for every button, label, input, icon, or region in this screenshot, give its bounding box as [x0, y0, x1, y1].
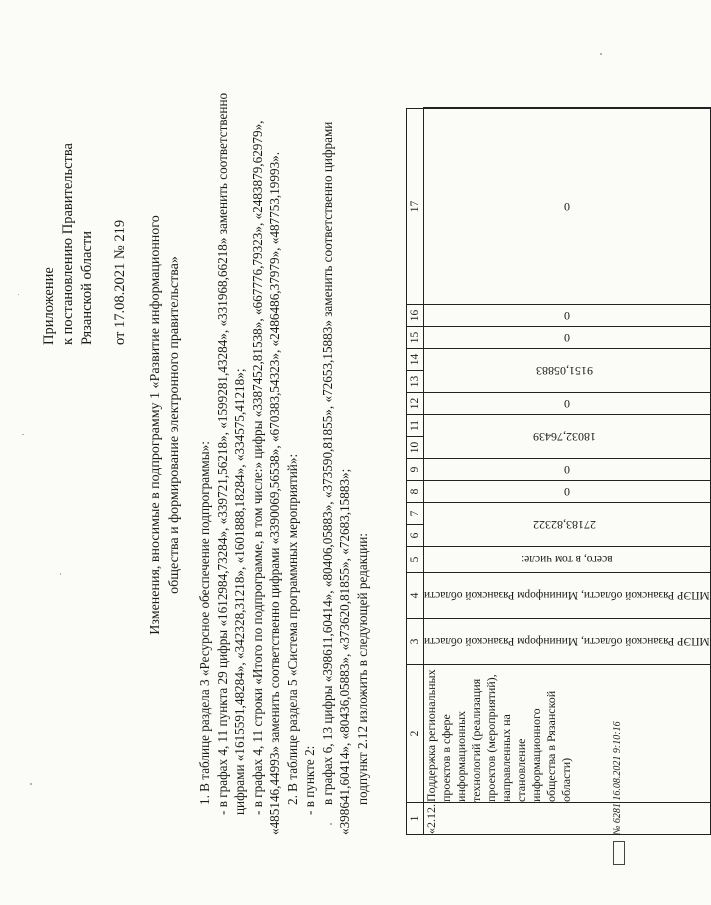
row-recipient — [424, 573, 711, 619]
row-measure-name: Поддержка региональных проектов в сфере информационных технологий (реализация проектов (мероприятий), направленных на становление информационного общества в Рязанской области) — [424, 665, 711, 803]
paragraph-5: - в пункте 2: — [302, 745, 317, 815]
header-cell-8: 8 — [407, 481, 424, 503]
row-notes — [424, 108, 711, 109]
row-value-12 — [424, 393, 711, 415]
paragraph-4: 2. В таблице раздела 5 «Система программных мероприятий»: — [284, 453, 300, 805]
value-17-text: 0 — [564, 200, 571, 214]
row-value-13-14 — [424, 349, 711, 393]
value-9-text: 0 — [564, 463, 571, 477]
row-value-15 — [424, 327, 711, 349]
header-cell-12: 12 — [407, 393, 424, 415]
measures-table — [406, 107, 711, 835]
row-recipient-text: МПЭР Рязанской области, Мининформ Рязанской области — [424, 589, 710, 602]
registration-footer: № 6281 16.08.2021 9:10:16 — [612, 721, 623, 835]
row-total-value-text: 27183,82322 — [533, 518, 597, 532]
header-cell-17: 17 — [407, 109, 424, 305]
paragraph-3: - в графах 4, 11 строки «Итого по подпрограмме, в том числе:» цифры «3387452,81538», «667776,79323», «2483879,62979», «485146,44993» заменить соответственно цифрами «3390069,56538», «670383,54323», «2486486,37979», «487753,19993». — [249, 120, 282, 835]
appendix-label: Приложение — [41, 267, 57, 345]
row-executor-text: МПЭР Рязанской области, Мининформ Рязанской области — [424, 635, 710, 648]
header-cell-2: 2 — [407, 665, 424, 803]
value-15-text: 0 — [564, 331, 571, 345]
header-cell-7: 7 — [407, 503, 424, 525]
row-value-10-11 — [424, 415, 711, 459]
row-executor — [424, 619, 711, 665]
paragraph-1: 1. В таблице раздела 3 «Ресурсное обеспечение подпрограммы»: — [197, 441, 212, 805]
row-value-17 — [424, 109, 711, 305]
row-funding-source — [424, 547, 711, 573]
header-cell-5: 5 — [407, 547, 424, 573]
value-11-text: 18032,76439 — [533, 430, 597, 444]
appendix-decree-line: к постановлению Правительства — [60, 143, 76, 345]
header-cell-11: 11 — [407, 415, 424, 437]
row-value-8 — [424, 481, 711, 503]
header-cell-13: 13 — [407, 371, 424, 393]
row-value-9 — [424, 459, 711, 481]
scan-speck — [600, 53, 602, 55]
table-header-row — [407, 108, 424, 835]
header-cell-15: 15 — [407, 327, 424, 349]
title-line-1: Изменения, вносимые в подпрограмму 1 «Развитие информационного — [148, 215, 163, 635]
header-cell-3: 3 — [407, 619, 424, 665]
value-16-text: 0 — [564, 309, 571, 323]
value-14-text: 9151,05883 — [536, 364, 594, 378]
scan-speck — [60, 573, 61, 575]
scan-speck — [330, 823, 332, 825]
registration-stamp-icon — [613, 841, 625, 865]
document-title — [146, 115, 184, 735]
value-12-text: 0 — [564, 397, 571, 411]
value-8-text: 0 — [564, 485, 571, 499]
header-cell-10: 10 — [407, 437, 424, 459]
scan-speck — [30, 783, 32, 785]
paragraph-2: - в графах 4, 11 пункта 29 цифры «1612984,73284», «339721,56218», «1599281,43284», «331968,66218» заменить соответственно цифрами «1615591,48284», «342328,31218», «1601888,18284», «334575,41218»; — [214, 92, 247, 815]
header-cell-1: 1 — [407, 803, 424, 835]
row-total-value — [424, 503, 711, 547]
table-row — [424, 108, 711, 835]
scan-speck — [18, 294, 19, 295]
paragraph-7: подпункт 2.12 изложить в следующей редакции: — [354, 533, 370, 805]
header-cell-4: 4 — [407, 573, 424, 619]
scan-speck — [22, 434, 24, 435]
paragraph-6: в графах 6, 13 цифры «398611,60414», «80406,05883», «373590,81855», «72653,15883» заменить соответственно цифрами «398641,60414», «80436,05883», «373620,81855», «72683,15883»; — [319, 121, 352, 835]
appendix-region-line: Рязанской области — [79, 231, 95, 345]
row-item-number: «2.12. — [424, 803, 711, 835]
header-cell-14: 14 — [407, 349, 424, 371]
document-body — [196, 75, 371, 835]
header-cell-9: 9 — [407, 459, 424, 481]
row-funding-source-text: всего, в том числе: — [521, 553, 613, 566]
appendix-date-line: от 17.08.2021 № 219 — [112, 219, 128, 345]
header-cell-6: 6 — [407, 525, 424, 547]
appendix-header — [40, 143, 130, 345]
title-line-2: общества и формирование электронного правительства» — [167, 256, 182, 594]
row-value-16 — [424, 305, 711, 327]
header-cell-16: 16 — [407, 305, 424, 327]
